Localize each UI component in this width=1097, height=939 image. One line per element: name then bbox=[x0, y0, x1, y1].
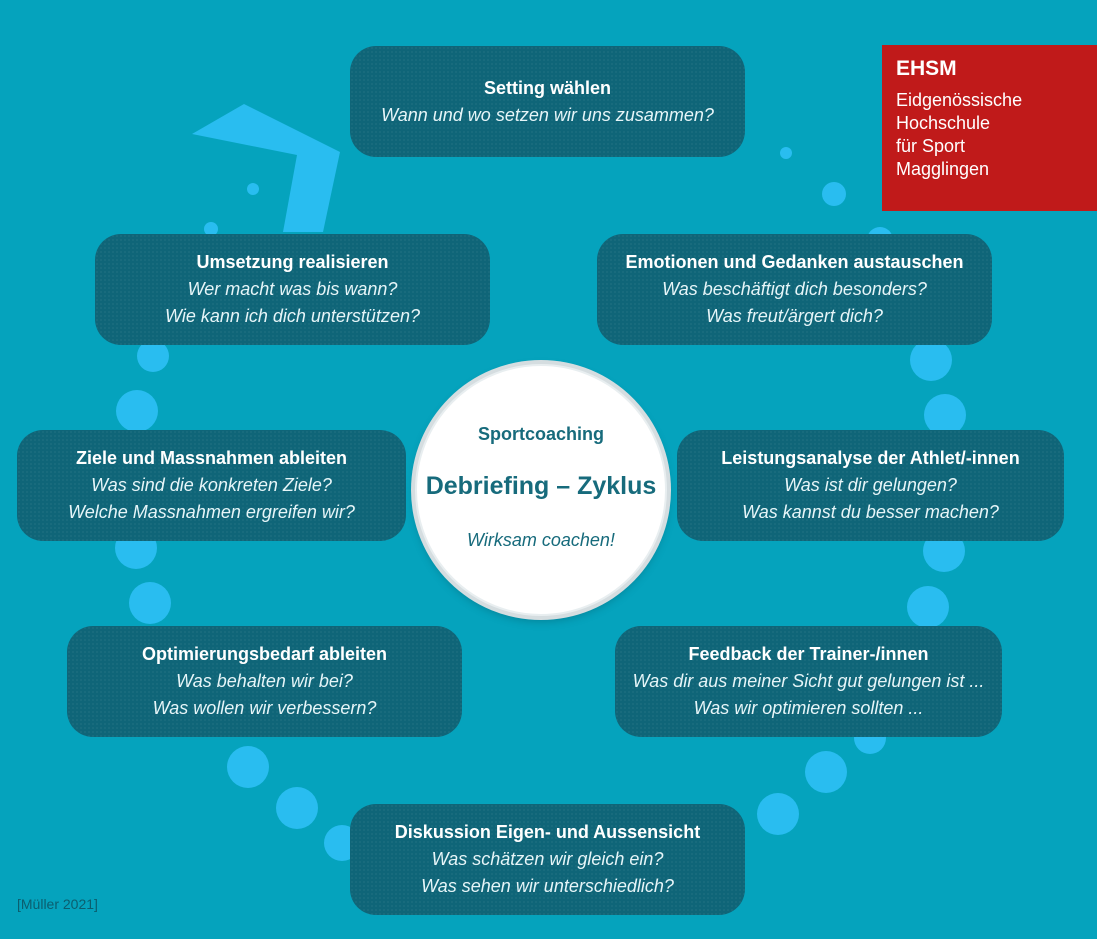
step-title: Diskussion Eigen- und Aussensicht bbox=[394, 822, 701, 842]
cycle-dot bbox=[822, 182, 846, 206]
center-circle bbox=[415, 364, 667, 616]
cycle-dot bbox=[247, 183, 259, 195]
step-question: Was schätzen wir gleich ein? bbox=[431, 849, 664, 869]
step-question: Was beschäftigt dich besonders? bbox=[662, 279, 927, 299]
step-feedback bbox=[615, 626, 1002, 737]
step-question: Welche Massnahmen ergreifen wir? bbox=[68, 502, 355, 522]
logo-line: Eidgenössische bbox=[896, 90, 1023, 110]
citation: [Müller 2021] bbox=[17, 896, 98, 912]
ehsm-logo bbox=[882, 45, 1097, 211]
cycle-arrow-icon bbox=[192, 104, 340, 232]
step-umsetzung bbox=[95, 234, 490, 345]
step-setting bbox=[350, 46, 745, 157]
step-question: Was ist dir gelungen? bbox=[784, 475, 957, 495]
step-diskussion bbox=[350, 804, 745, 915]
center-subtitle: Sportcoaching bbox=[477, 424, 604, 444]
step-question: Was wir optimieren sollten ... bbox=[693, 698, 924, 718]
cycle-dot bbox=[227, 746, 269, 788]
step-ziele bbox=[17, 430, 406, 541]
step-title: Feedback der Trainer-/innen bbox=[688, 644, 929, 664]
step-question: Was behalten wir bei? bbox=[176, 671, 353, 691]
logo-line: für Sport bbox=[896, 136, 966, 156]
cycle-dot bbox=[129, 582, 171, 624]
step-question: Wie kann ich dich unterstützen? bbox=[165, 306, 420, 326]
step-question: Wann und wo setzen wir uns zusammen? bbox=[381, 104, 714, 125]
step-question: Was sehen wir unterschiedlich? bbox=[421, 876, 674, 896]
center-title: Debriefing – Zyklus bbox=[425, 472, 657, 500]
step-question: Was dir aus meiner Sicht gut gelungen ist ... bbox=[632, 671, 985, 691]
step-question: Was kannst du besser machen? bbox=[742, 502, 999, 522]
logo-line: Hochschule bbox=[896, 113, 991, 133]
step-title: Umsetzung realisieren bbox=[196, 252, 389, 272]
logo-line: Magglingen bbox=[896, 159, 990, 179]
cycle-dot bbox=[805, 751, 847, 793]
step-question: Was sind die konkreten Ziele? bbox=[91, 475, 332, 495]
step-title: Ziele und Massnahmen ableiten bbox=[75, 448, 348, 468]
cycle-dot bbox=[276, 787, 318, 829]
step-optimierungsbedarf bbox=[67, 626, 462, 737]
cycle-dot bbox=[907, 586, 949, 628]
cycle-dot bbox=[757, 793, 799, 835]
step-title: Setting wählen bbox=[483, 77, 611, 98]
cycle-dot bbox=[116, 390, 158, 432]
step-emotionen bbox=[597, 234, 992, 345]
step-question: Was wollen wir verbessern? bbox=[152, 698, 377, 718]
logo-abbreviation: EHSM bbox=[896, 57, 957, 80]
step-title: Emotionen und Gedanken austauschen bbox=[625, 252, 964, 272]
cycle-dot bbox=[910, 339, 952, 381]
step-question: Was freut/ärgert dich? bbox=[706, 306, 883, 326]
center-tagline: Wirksam coachen! bbox=[467, 530, 615, 550]
cycle-dot bbox=[780, 147, 792, 159]
step-question: Wer macht was bis wann? bbox=[187, 279, 398, 299]
step-leistungsanalyse bbox=[677, 430, 1064, 541]
step-title: Optimierungsbedarf ableiten bbox=[141, 644, 388, 664]
step-title: Leistungsanalyse der Athlet/-innen bbox=[721, 448, 1020, 468]
